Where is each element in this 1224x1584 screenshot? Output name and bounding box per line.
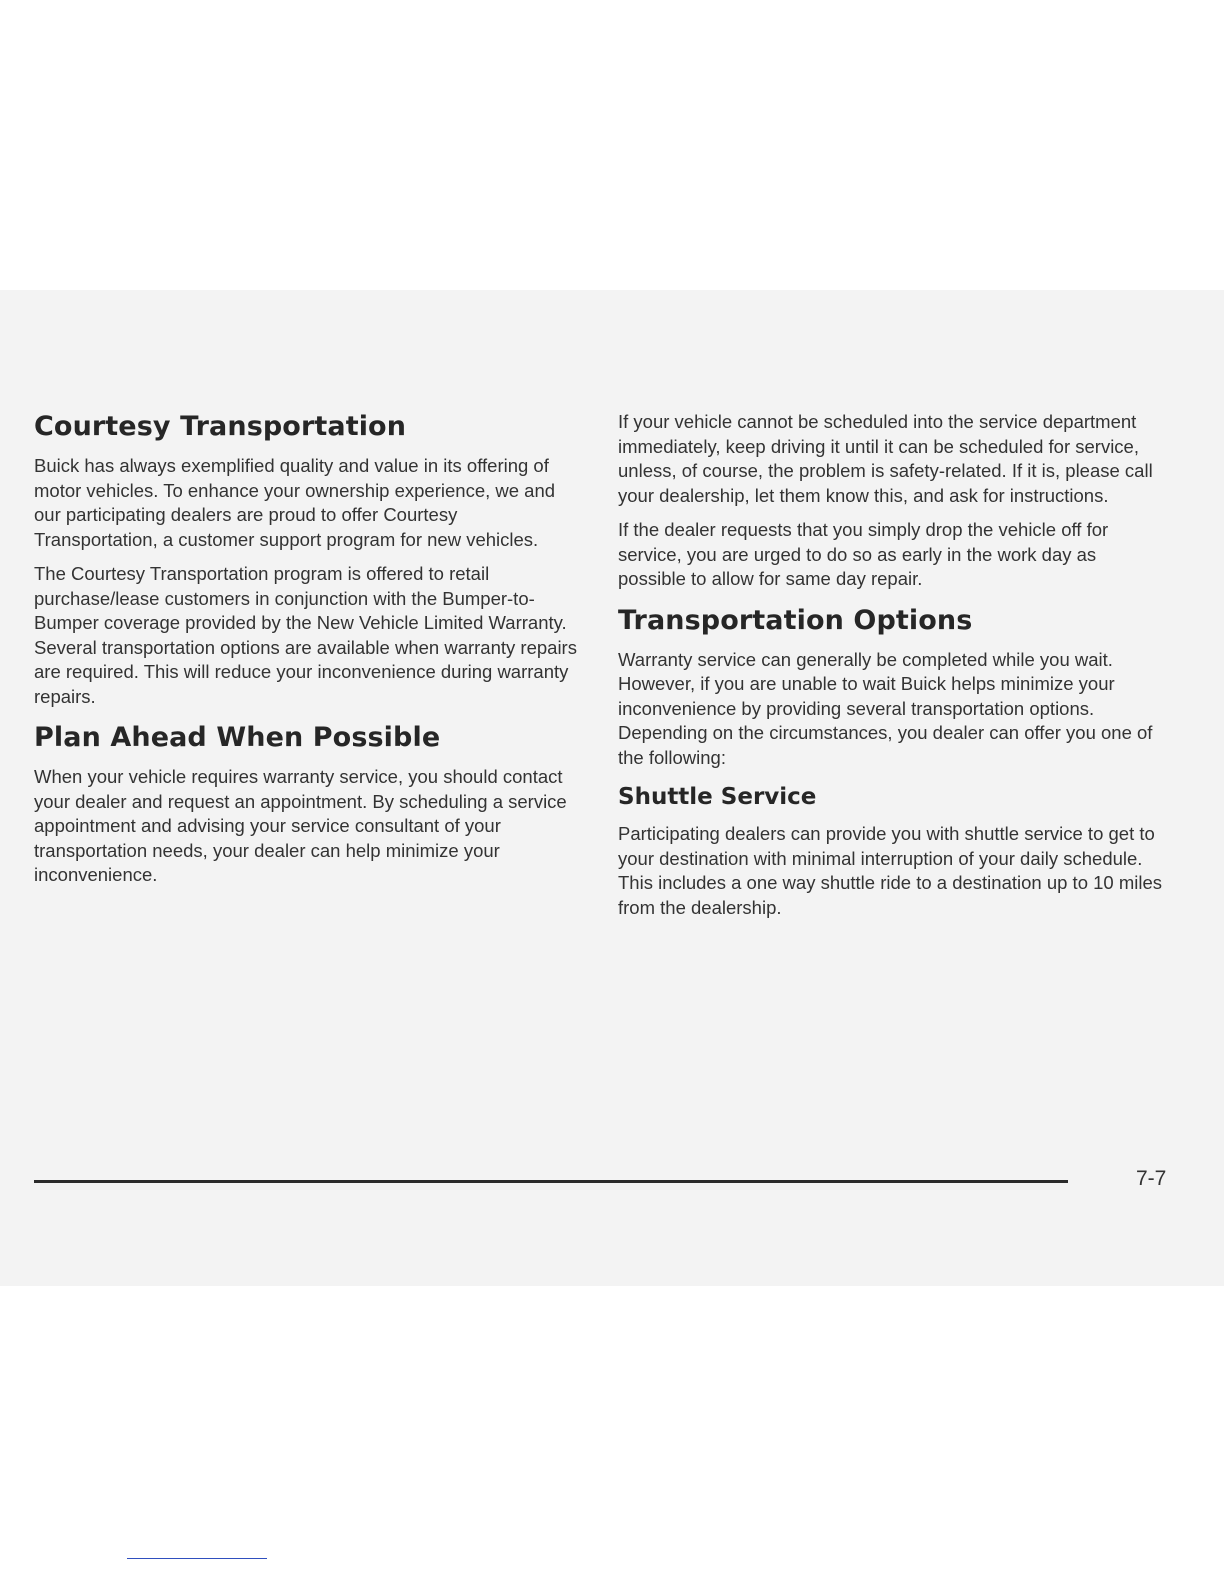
left-column [34,410,579,898]
courtesy-program-paragraph: The Courtesy Transportation program is offered to retail purchase/lease customers in conjunction with the Bumper-to-Bumper coverage provided by the New Vehicle Limited Warranty. Several transportation options are available when warranty repairs are required. This will reduce your inconvenience during warranty repairs. [34,563,577,707]
footer-divider [34,1180,1068,1183]
transportation-options-paragraph: Warranty service can generally be completed while you wait. However, if you are unable to wait Buick helps minimize your inconvenience by providing several transportation options. Depending on the circumstances, you dealer can offer you one of the following: [618,648,1153,768]
plan-ahead-heading: Plan Ahead When Possible [34,722,441,753]
courtesy-intro-paragraph: Buick has always exemplified quality and value in its offering of motor vehicles. To enhance your ownership experience, we and our participating dealers are proud to offer Courtesy Transportation, a customer support program for new vehicles. [34,455,556,550]
plan-ahead-paragraph: When your vehicle requires warranty service, you should contact your dealer and request an appointment. By scheduling a service appointment and advising your service consultant of your transportation needs, your dealer can help minimize your inconvenience. [34,766,567,885]
page-number: 7-7 [1136,1167,1167,1190]
shuttle-service-paragraph: Participating dealers can provide you with shuttle service to get to your destination with minimal interruption of your daily schedule. This includes a one way shuttle ride to a destination up to 10 miles from the dealership. [618,823,1163,918]
shuttle-service-heading: Shuttle Service [618,784,817,810]
right-column [618,410,1163,930]
drop-off-paragraph: If the dealer requests that you simply drop the vehicle off for service, you are urged to do so as early in the work day as possible to allow for same day repair. [618,519,1109,589]
manual-page [0,290,1224,1286]
transportation-options-heading: Transportation Options [618,604,973,636]
courtesy-transportation-heading: Courtesy Transportation [34,411,407,442]
scheduling-paragraph: If your vehicle cannot be scheduled into the service department immediately, keep driving it until it can be scheduled for service, unless, of course, the problem is safety-related. If it is, please call your dealership, let them know this, and ask for instructions. [618,411,1153,506]
bottom-underline-mark [127,1558,267,1559]
